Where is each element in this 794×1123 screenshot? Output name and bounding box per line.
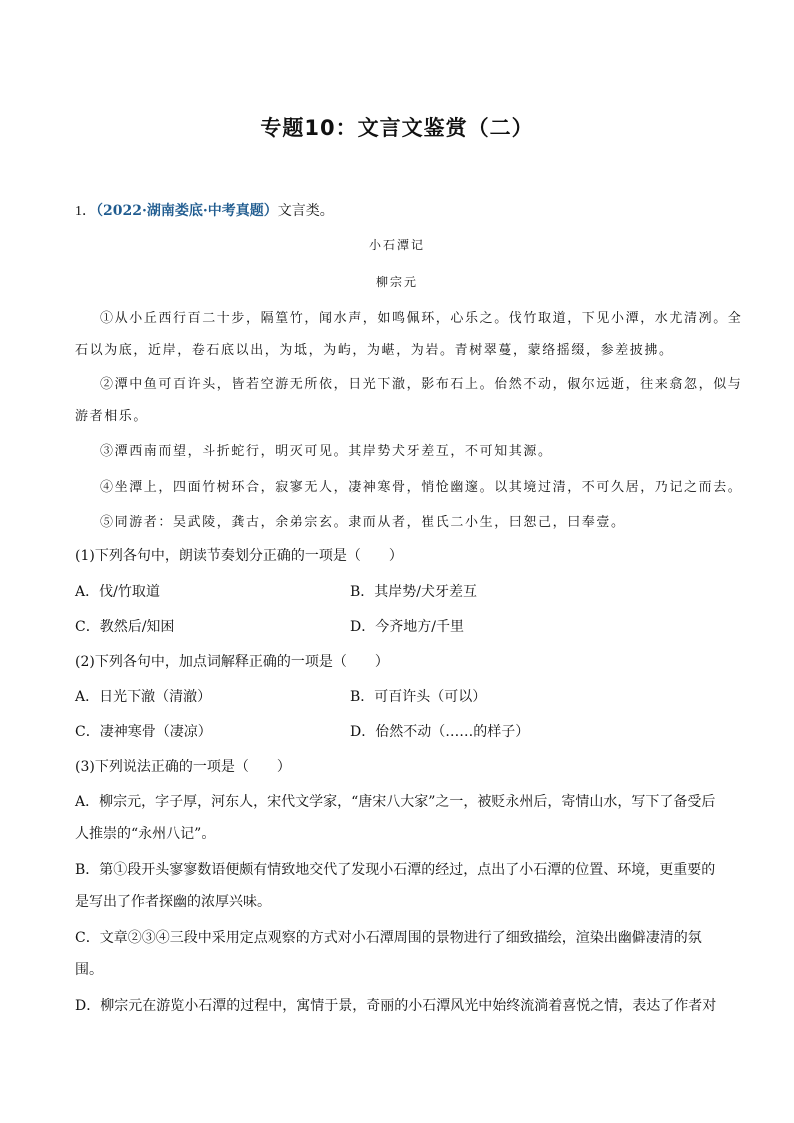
passage-line-3: ②潭中鱼可百许头，皆若空游无所依，日光下澈，影布石上。佁然不动，俶尔远逝，往来翕忽，似与 — [100, 377, 743, 392]
passage-line-2: 石以为底，近岸，卷石底以出，为坻，为屿，为嵁，为岩。青树翠蔓，蒙络摇缀，参差披拂。 — [75, 343, 674, 358]
sub3-stem: (3)下列说法正确的一项是（ ） — [75, 759, 291, 775]
passage-author: 柳宗元 — [375, 275, 418, 289]
passage-title: 小石潭记 — [368, 238, 425, 252]
question-source: 2022·湖南娄底·中考真题 — [103, 203, 264, 219]
passage-line-1: ①从小丘西行百二十步，隔篁竹，闻水声，如鸣佩环，心乐之。伐竹取道，下见小潭，水尤清冽。全 — [100, 311, 743, 326]
question-intro: 文言类。 — [277, 203, 334, 219]
question-number: 1． — [75, 204, 96, 219]
question-header — [75, 200, 725, 220]
source-open-paren: （ — [96, 203, 103, 219]
passage-line-7: ⑤同游者：吴武陵，龚古，余弟宗玄。隶而从者，崔氏二小生，曰恕己，曰奉壹。 — [100, 515, 626, 530]
sub2-option-b: B．可百许头（可以） — [350, 689, 487, 705]
sub2-option-c: C．凄神寒骨（凄凉） — [75, 724, 212, 740]
sub1-option-c: C．教然后/知困 — [75, 619, 175, 635]
sub1-option-d: D．今齐地方/千里 — [350, 619, 464, 635]
passage-line-5: ③潭西南而望，斗折蛇行，明灭可见。其岸势犬牙差互，不可知其源。 — [100, 444, 553, 459]
sub3-option-b-line-1: B．第①段开头寥寥数语便颇有情致地交代了发现小石潭的经过，点出了小石潭的位置、环境，更重要的 — [75, 862, 716, 878]
page-title: 专题10：文言文鉴赏（二） — [260, 116, 534, 140]
sub3-option-c-line-2: 围。 — [75, 962, 103, 978]
passage-line-6: ④坐潭上，四面竹树环合，寂寥无人，凄神寒骨，悄怆幽邃。以其境过清，不可久居，乃记之而去。 — [100, 480, 743, 495]
sub3-option-d-line-1: D．柳宗元在游览小石潭的过程中，寓情于景，奇丽的小石潭风光中始终流淌着喜悦之情，表达了作者对 — [75, 998, 717, 1014]
sub1-option-b: B．其岸势/犬牙差互 — [350, 584, 478, 600]
sub2-stem: (2)下列各句中，加点词解释正确的一项是（ ） — [75, 654, 389, 670]
sub3-option-b-line-2: 是写出了作者探幽的浓厚兴味。 — [75, 894, 271, 910]
passage-line-4: 游者相乐。 — [75, 409, 149, 424]
source-close-paren: ） — [263, 203, 278, 219]
sub1-stem: (1)下列各句中，朗读节奏划分正确的一项是（ ） — [75, 548, 403, 564]
sub3-option-a-line-1: A．柳宗元，字子厚，河东人，宋代文学家，“唐宋八大家”之一，被贬永州后，寄情山水，写下了备受后 — [75, 794, 716, 810]
sub2-option-a: A．日光下澈（清澈） — [75, 689, 212, 705]
sub2-option-d: D．佁然不动（……的样子） — [350, 724, 530, 740]
sub3-option-c-line-1: C．文章②③④三段中采用定点观察的方式对小石潭周围的景物进行了细致描绘，渲染出幽僻凄清的氛 — [75, 930, 702, 946]
sub3-option-a-line-2: 人推崇的“永州八记”。 — [75, 826, 216, 842]
sub1-option-a: A．伐/竹取道 — [75, 584, 160, 600]
